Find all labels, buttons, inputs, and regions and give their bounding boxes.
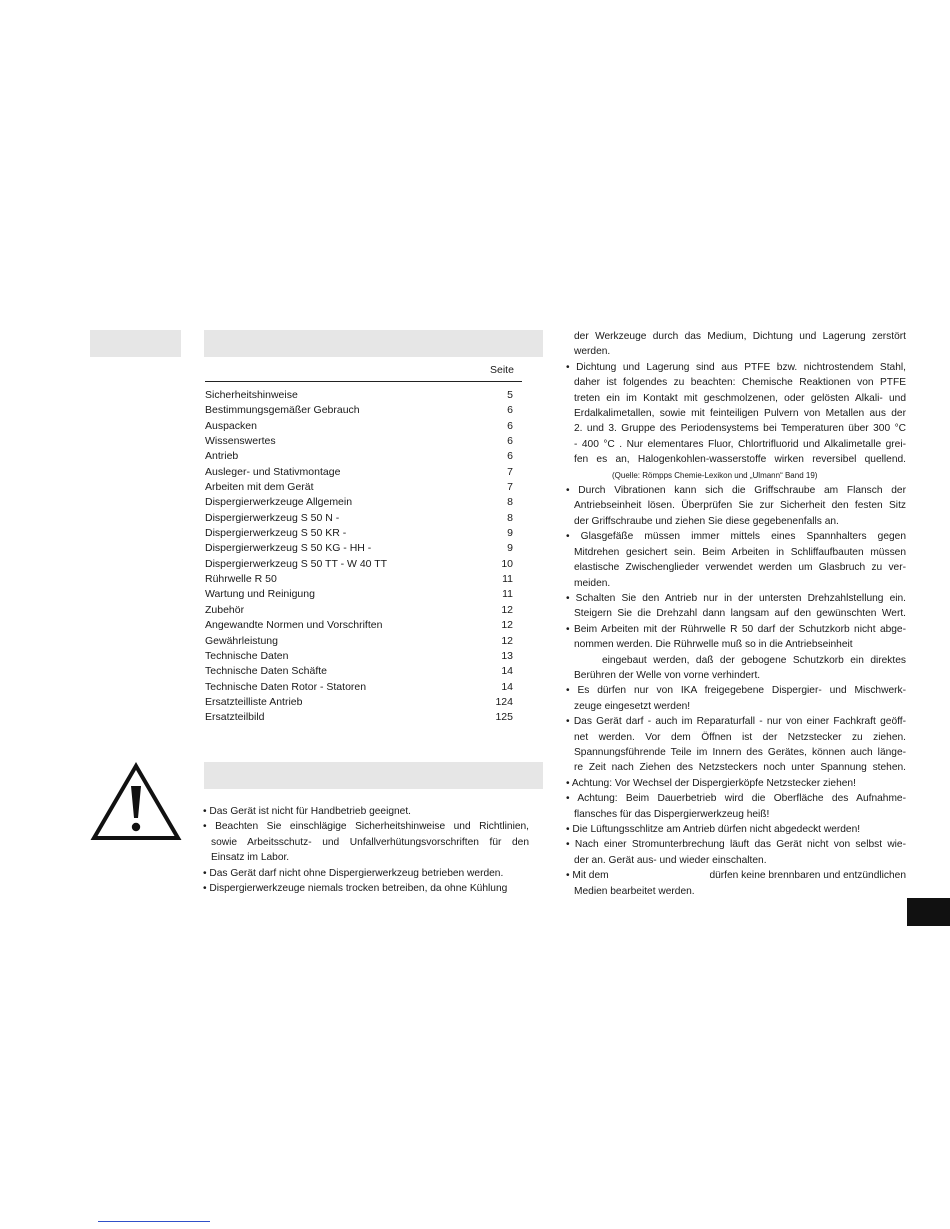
toc-entry-page: 9 bbox=[507, 527, 513, 540]
toc-entry-title: Technische Daten bbox=[205, 649, 289, 662]
safety-line: eingebaut werden, daß der gebogene Schutzkorb ein direktes bbox=[602, 654, 906, 666]
safety-line: Antriebseinheit lösen. Überprüfen Sie zur Sicherheit den festen Sitz bbox=[574, 500, 906, 512]
safety-line: treten ein im Kontakt mit geschmolzenen, oder gelösten Alkali- und bbox=[574, 392, 906, 404]
toc-entry-title: Dispergierwerkzeug S 50 TT - W 40 TT bbox=[205, 557, 388, 570]
safety-line: nommen werden. Die Rührwelle muß so in die Antriebseinheit bbox=[574, 639, 853, 651]
toc-entry-title: Ersatzteilbild bbox=[205, 711, 265, 724]
toc-entry-page: 13 bbox=[501, 649, 513, 662]
toc-side-marker bbox=[90, 330, 181, 357]
toc-divider bbox=[205, 381, 522, 382]
toc-entry-page: 12 bbox=[501, 603, 513, 616]
toc-entry bbox=[205, 695, 513, 710]
table-of-contents bbox=[205, 388, 513, 726]
toc-entry-page: 14 bbox=[501, 680, 513, 693]
safety-line: werden. bbox=[574, 346, 611, 358]
toc-entry bbox=[205, 649, 513, 664]
toc-entry bbox=[205, 603, 513, 618]
safety-line: sowie Arbeitsschutz- und Unfallverhütungsvorschriften für den bbox=[211, 836, 529, 848]
safety-line: Steigern Sie die Drehzahl dann langsam auf den gewünschten Wert. bbox=[574, 608, 906, 620]
safety-line: Medien bearbeitet werden. bbox=[574, 885, 695, 897]
toc-entry-title: Dispergierwerkzeug S 50 N - bbox=[205, 511, 340, 524]
toc-entry bbox=[205, 710, 513, 725]
safety-line: Spannungsführende Teile im Innern des Gerätes, können auch länge- bbox=[574, 746, 906, 758]
toc-entry-title: Rührwelle R 50 bbox=[205, 573, 277, 586]
warning-triangle-icon bbox=[90, 762, 182, 842]
safety-line: • Beachten Sie einschlägige Sicherheitshinweise und Richtlinien, bbox=[203, 821, 529, 833]
toc-entry-title: Ausleger- und Stativmontage bbox=[205, 465, 341, 478]
safety-line: fen es an, Halogenkohlen-wasserstoffe wirken reversibel quellend. bbox=[574, 454, 906, 466]
safety-line: re Zeit nach Ziehen des Netzsteckers noch unter Spannung stehen. bbox=[574, 762, 906, 774]
toc-entry-page: 12 bbox=[501, 619, 513, 632]
toc-entry bbox=[205, 557, 513, 572]
safety-line: daher ist folgendes zu beachten: Chemische Reaktionen von PTFE bbox=[574, 377, 906, 389]
toc-entry-title: Auspacken bbox=[205, 419, 257, 432]
toc-entry-title: Gewährleistung bbox=[205, 634, 278, 647]
safety-line: meiden. bbox=[574, 577, 611, 589]
toc-entry-page: 11 bbox=[502, 588, 513, 601]
toc-entry bbox=[205, 572, 513, 587]
toc-entry-page: 5 bbox=[507, 389, 513, 401]
toc-entry bbox=[205, 541, 513, 556]
toc-entry bbox=[205, 618, 513, 633]
safety-line: • Glasgefäße müssen immer mittels eines Spannhalters gegen bbox=[566, 531, 906, 543]
toc-entry-title: Dispergierwerkzeug S 50 KR - bbox=[205, 527, 347, 540]
toc-entry-page: 8 bbox=[507, 496, 513, 509]
safety-line: • Achtung: Beim Dauerbetrieb wird die Oberfläche des Aufnahme- bbox=[566, 793, 906, 805]
safety-line: 2. und 3. Gruppe des Periodensystems bei Temperaturen über 300 °C bbox=[574, 423, 906, 435]
safety-line: flansches für das Dispergierwerkzeug heiß! bbox=[574, 808, 770, 820]
safety-heading-bar bbox=[204, 762, 543, 789]
safety-line-part: dürfen keine brennbaren und entzündlichen bbox=[709, 870, 906, 882]
toc-entry bbox=[205, 403, 513, 418]
page-edge-tab bbox=[907, 898, 950, 926]
safety-line: • Die Lüftungsschlitze am Antrieb dürfen nicht abgedeckt werden! bbox=[566, 824, 861, 835]
source-note: (Quelle: Römpps Chemie-Lexikon und „Ulmann“ Band 19) bbox=[612, 470, 818, 480]
safety-line: • Beim Arbeiten mit der Rührwelle R 50 darf der Schutzkorb nicht abge- bbox=[566, 623, 906, 635]
toc-entry-title: Bestimmungsgemäßer Gebrauch bbox=[205, 404, 360, 417]
safety-line: • Das Gerät darf nicht ohne Dispergierwerkzeug betrieben werden. bbox=[203, 867, 504, 879]
toc-entry-page: 6 bbox=[507, 450, 513, 463]
safety-line: • Dispergierwerkzeuge niemals trocken betreiben, da ohne Kühlung bbox=[203, 883, 508, 895]
toc-entry-title: Technische Daten Schäfte bbox=[205, 665, 327, 678]
toc-entry-title: Technische Daten Rotor - Statoren bbox=[205, 680, 367, 693]
safety-line: Berühren der Welle von vorne verhindert. bbox=[574, 669, 761, 681]
toc-entry-title: Angewandte Normen und Vorschriften bbox=[205, 619, 383, 632]
toc-entry bbox=[205, 449, 513, 464]
toc-entry-page: 124 bbox=[495, 695, 513, 708]
toc-entry bbox=[205, 419, 513, 434]
toc-entry-title: Wartung und Reinigung bbox=[205, 588, 315, 601]
safety-line: der Griffschraube und ziehen Sie diese gegebenenfalls an. bbox=[574, 515, 839, 527]
toc-entry bbox=[205, 480, 513, 495]
toc-entry-page: 12 bbox=[501, 634, 513, 647]
toc-entry bbox=[205, 511, 513, 526]
safety-line: • Das Gerät darf - auch im Reparaturfall - nur von einer Fachkraft geöff- bbox=[566, 716, 906, 728]
toc-entry-page: 7 bbox=[507, 465, 513, 478]
safety-line: • Durch Vibrationen kann sich die Griffschraube am Flansch der bbox=[566, 485, 906, 497]
toc-entry-page: 11 bbox=[502, 573, 513, 586]
toc-heading-bar bbox=[204, 330, 543, 357]
safety-line: - 400 °C . Nur elementares Fluor, Chlortrifluorid und Alkalimetalle grei- bbox=[574, 438, 906, 450]
safety-line-part: • Mit dem bbox=[566, 870, 609, 882]
toc-entry bbox=[205, 495, 513, 510]
toc-entry bbox=[205, 388, 513, 403]
safety-line: • Es dürfen nur von IKA freigegebene Dispergier- und Mischwerk- bbox=[566, 685, 906, 697]
toc-entry-title: Sicherheitshinweise bbox=[205, 389, 298, 401]
safety-line: zeuge eingesetzt werden! bbox=[574, 700, 691, 712]
toc-entry bbox=[205, 680, 513, 695]
toc-entry-title: Dispergierwerkzeug S 50 KG - HH - bbox=[205, 542, 372, 555]
toc-entry bbox=[205, 634, 513, 649]
safety-line: Erdalkalimetallen, sowie mit feinteiligen Pulvern von Metallen aus der bbox=[574, 408, 906, 420]
safety-line: net werden. Vor dem Öffnen ist der Netzstecker zu ziehen. bbox=[574, 731, 906, 743]
toc-entry-title: Antrieb bbox=[205, 450, 239, 463]
toc-entry-page: 10 bbox=[501, 557, 513, 570]
safety-notes-right bbox=[566, 329, 906, 899]
safety-line: • Nach einer Stromunterbrechung läuft das Gerät nicht von selbst wie- bbox=[566, 839, 906, 851]
safety-line: • Das Gerät ist nicht für Handbetrieb geeignet. bbox=[203, 806, 411, 817]
toc-entry-page: 6 bbox=[507, 404, 513, 417]
footer-rule bbox=[98, 1221, 210, 1222]
safety-line: Mitdrehen gesichert sein. Beim Arbeiten in Schliffaufbauten müssen bbox=[574, 546, 906, 558]
toc-entry-title: Zubehör bbox=[205, 603, 245, 616]
toc-entry bbox=[205, 465, 513, 480]
toc-entry-page: 7 bbox=[507, 481, 513, 494]
toc-entry bbox=[205, 434, 513, 449]
toc-entry-title: Wissenswertes bbox=[205, 435, 276, 448]
safety-line: • Dichtung und Lagerung sind aus PTFE bzw. nichtrostendem Stahl, bbox=[566, 361, 906, 373]
safety-line: der an. Gerät aus- und wieder einschalten. bbox=[574, 854, 767, 866]
toc-entry-page: 8 bbox=[507, 511, 513, 524]
toc-page-header: Seite bbox=[490, 364, 514, 376]
toc-entry-title: Ersatzteilliste Antrieb bbox=[205, 695, 303, 708]
toc-entry-title: Dispergierwerkzeuge Allgemein bbox=[205, 496, 353, 509]
toc-entry bbox=[205, 587, 513, 602]
toc-entry-page: 14 bbox=[501, 665, 513, 678]
toc-entry bbox=[205, 664, 513, 679]
toc-entry-title: Arbeiten mit dem Gerät bbox=[205, 481, 314, 494]
safety-line: elastische Zwischenglieder verwendet werden um Glasbruch zu ver- bbox=[574, 562, 906, 574]
safety-line-split bbox=[566, 868, 906, 883]
toc-entry-page: 6 bbox=[507, 419, 513, 432]
safety-notes-left bbox=[203, 804, 529, 896]
safety-line: • Achtung: Vor Wechsel der Dispergierköpfe Netzstecker ziehen! bbox=[566, 777, 856, 789]
safety-line: Einsatz im Labor. bbox=[211, 852, 290, 864]
toc-entry bbox=[205, 526, 513, 541]
toc-entry-page: 9 bbox=[507, 542, 513, 555]
toc-entry-page: 6 bbox=[507, 435, 513, 448]
toc-entry-page: 125 bbox=[495, 711, 513, 724]
safety-line: • Schalten Sie den Antrieb nur in der untersten Drehzahlstellung ein. bbox=[566, 592, 906, 604]
safety-line: der Werkzeuge durch das Medium, Dichtung und Lagerung zerstört bbox=[574, 331, 906, 342]
